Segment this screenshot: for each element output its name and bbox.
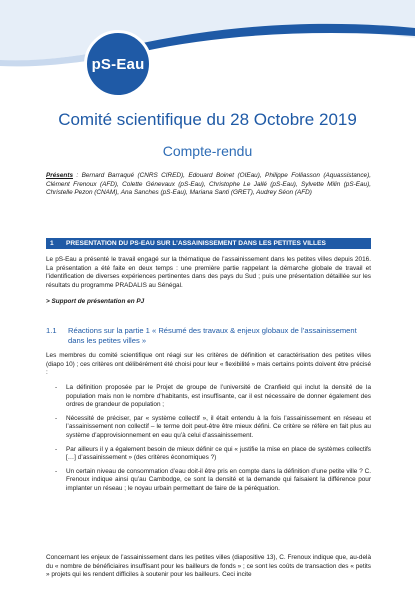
attendees-label: Présents [46,172,73,179]
closing-paragraph: Concernant les enjeux de l’assainissement dans les petites villes (diapositive 13), C. Frenoux indique que, au-delà du « nombre de bénéficiaires insuffisant pour les bailleurs de fonds » ; ce sont les coûts de transaction des « petits » projets qui les rendent difficiles à soutenir pour les bailleurs. Ceci incite [46,554,371,579]
list-item-text: La définition proposée par le Projet de groupe de l’université de Cranfield qui inclut la densité de la population mais non le nombre d’habitants, est insuffisante, car il est nécessaire de donner également des ordres de grandeur de population ; [66,384,371,409]
list-item [46,446,371,463]
bullet-dash-icon: - [55,445,58,453]
list-item-text: Un certain niveau de consommation d’eau doit-il être pris en compte dans la définition d’une petite ville ? C. Frenoux indique ainsi qu’au Cambodge, ce sont la densité et la demande qui faisaient la différence pour implanter un réseau ; le noyau urbain permettant de faire de la péréquation. [66,467,371,492]
list-item-text: Nécessité de préciser, par « système collectif », il était entendu à la fois l’assainissement en réseau et l’assainissement non collectif – le terme doit peut-être être mieux défini. Ce critère se réfère en fait plus au système d’approvisionnement en eau qu’à celui d’assainissement. [66,414,371,439]
reactions-intro: Les membres du comité scientifique ont réagi sur les critères de définition et caractérisation des petites villes (diapo 10) ; ces critères ont délibérément été choisi pour leur « flexibilité » mais certains points doivent être précisé : [46,352,371,377]
document-title: Comité scientifique du 28 Octobre 2019 [58,110,357,129]
subsection-title: Réactions sur la partie 1 « Résumé des travaux & enjeux globaux de l’assainissement dans les petites villes » [68,326,357,345]
list-item-text: Par ailleurs il y a également besoin de mieux définir ce qui « justifie la mise en place de systèmes collectifs […] d’assainissement » (des critères économiques ?) [66,445,371,462]
section-1-number: 1 [50,240,54,247]
header-wave [0,0,415,80]
subsection-number: 1.1 [46,326,57,335]
logo-text: pS-Eau [91,55,145,73]
attendees-text: : Bernard Barraqué (CNRS CIRED), Edouard Boinet (OIEau), Philippe Folliasson (Aquassistance), Clément Frenoux (AFD), Colette Génevaux (pS-Eau), Christophe Le Jallé (pS-Eau), Sylvette Milin (pS-Eau), Christelle Pezon (CNAM), Ana Sanches (pS-Eau), Mariana Santi (GRET), Audrey Séon (AFD) [46,172,371,197]
list-item [46,468,371,494]
header-band [0,0,415,80]
section-1-title: PRESENTATION DU PS-EAU SUR L’ASSAINISSEMENT DANS LES PETITES VILLES [66,240,326,247]
bullet-dash-icon: - [55,414,58,422]
subsection-heading [46,326,371,346]
bullet-dash-icon: - [55,467,58,475]
section-1-heading [46,238,371,249]
section-1-intro: Le pS-Eau a présenté le travail engagé sur la thématique de l’assainissement dans les petites villes depuis 2016. La présentation a été faite en deux temps : une première partie rappelant la démarche globale de travail et l’identification de diverses expériences pertinentes dans des pays du Sud ; puis une présentation détaillée sur les résultats du programme PRADALIS au Sénégal. [46,256,371,289]
document-subtitle: Compte-rendu [162,143,253,159]
list-item [46,415,371,441]
list-item [46,384,371,410]
support-link[interactable]: > Support de présentation en PJ [46,298,145,305]
attendees-paragraph [46,172,371,198]
bullet-dash-icon: - [55,384,58,391]
reactions-list [46,384,371,499]
pseau-logo [84,30,152,98]
